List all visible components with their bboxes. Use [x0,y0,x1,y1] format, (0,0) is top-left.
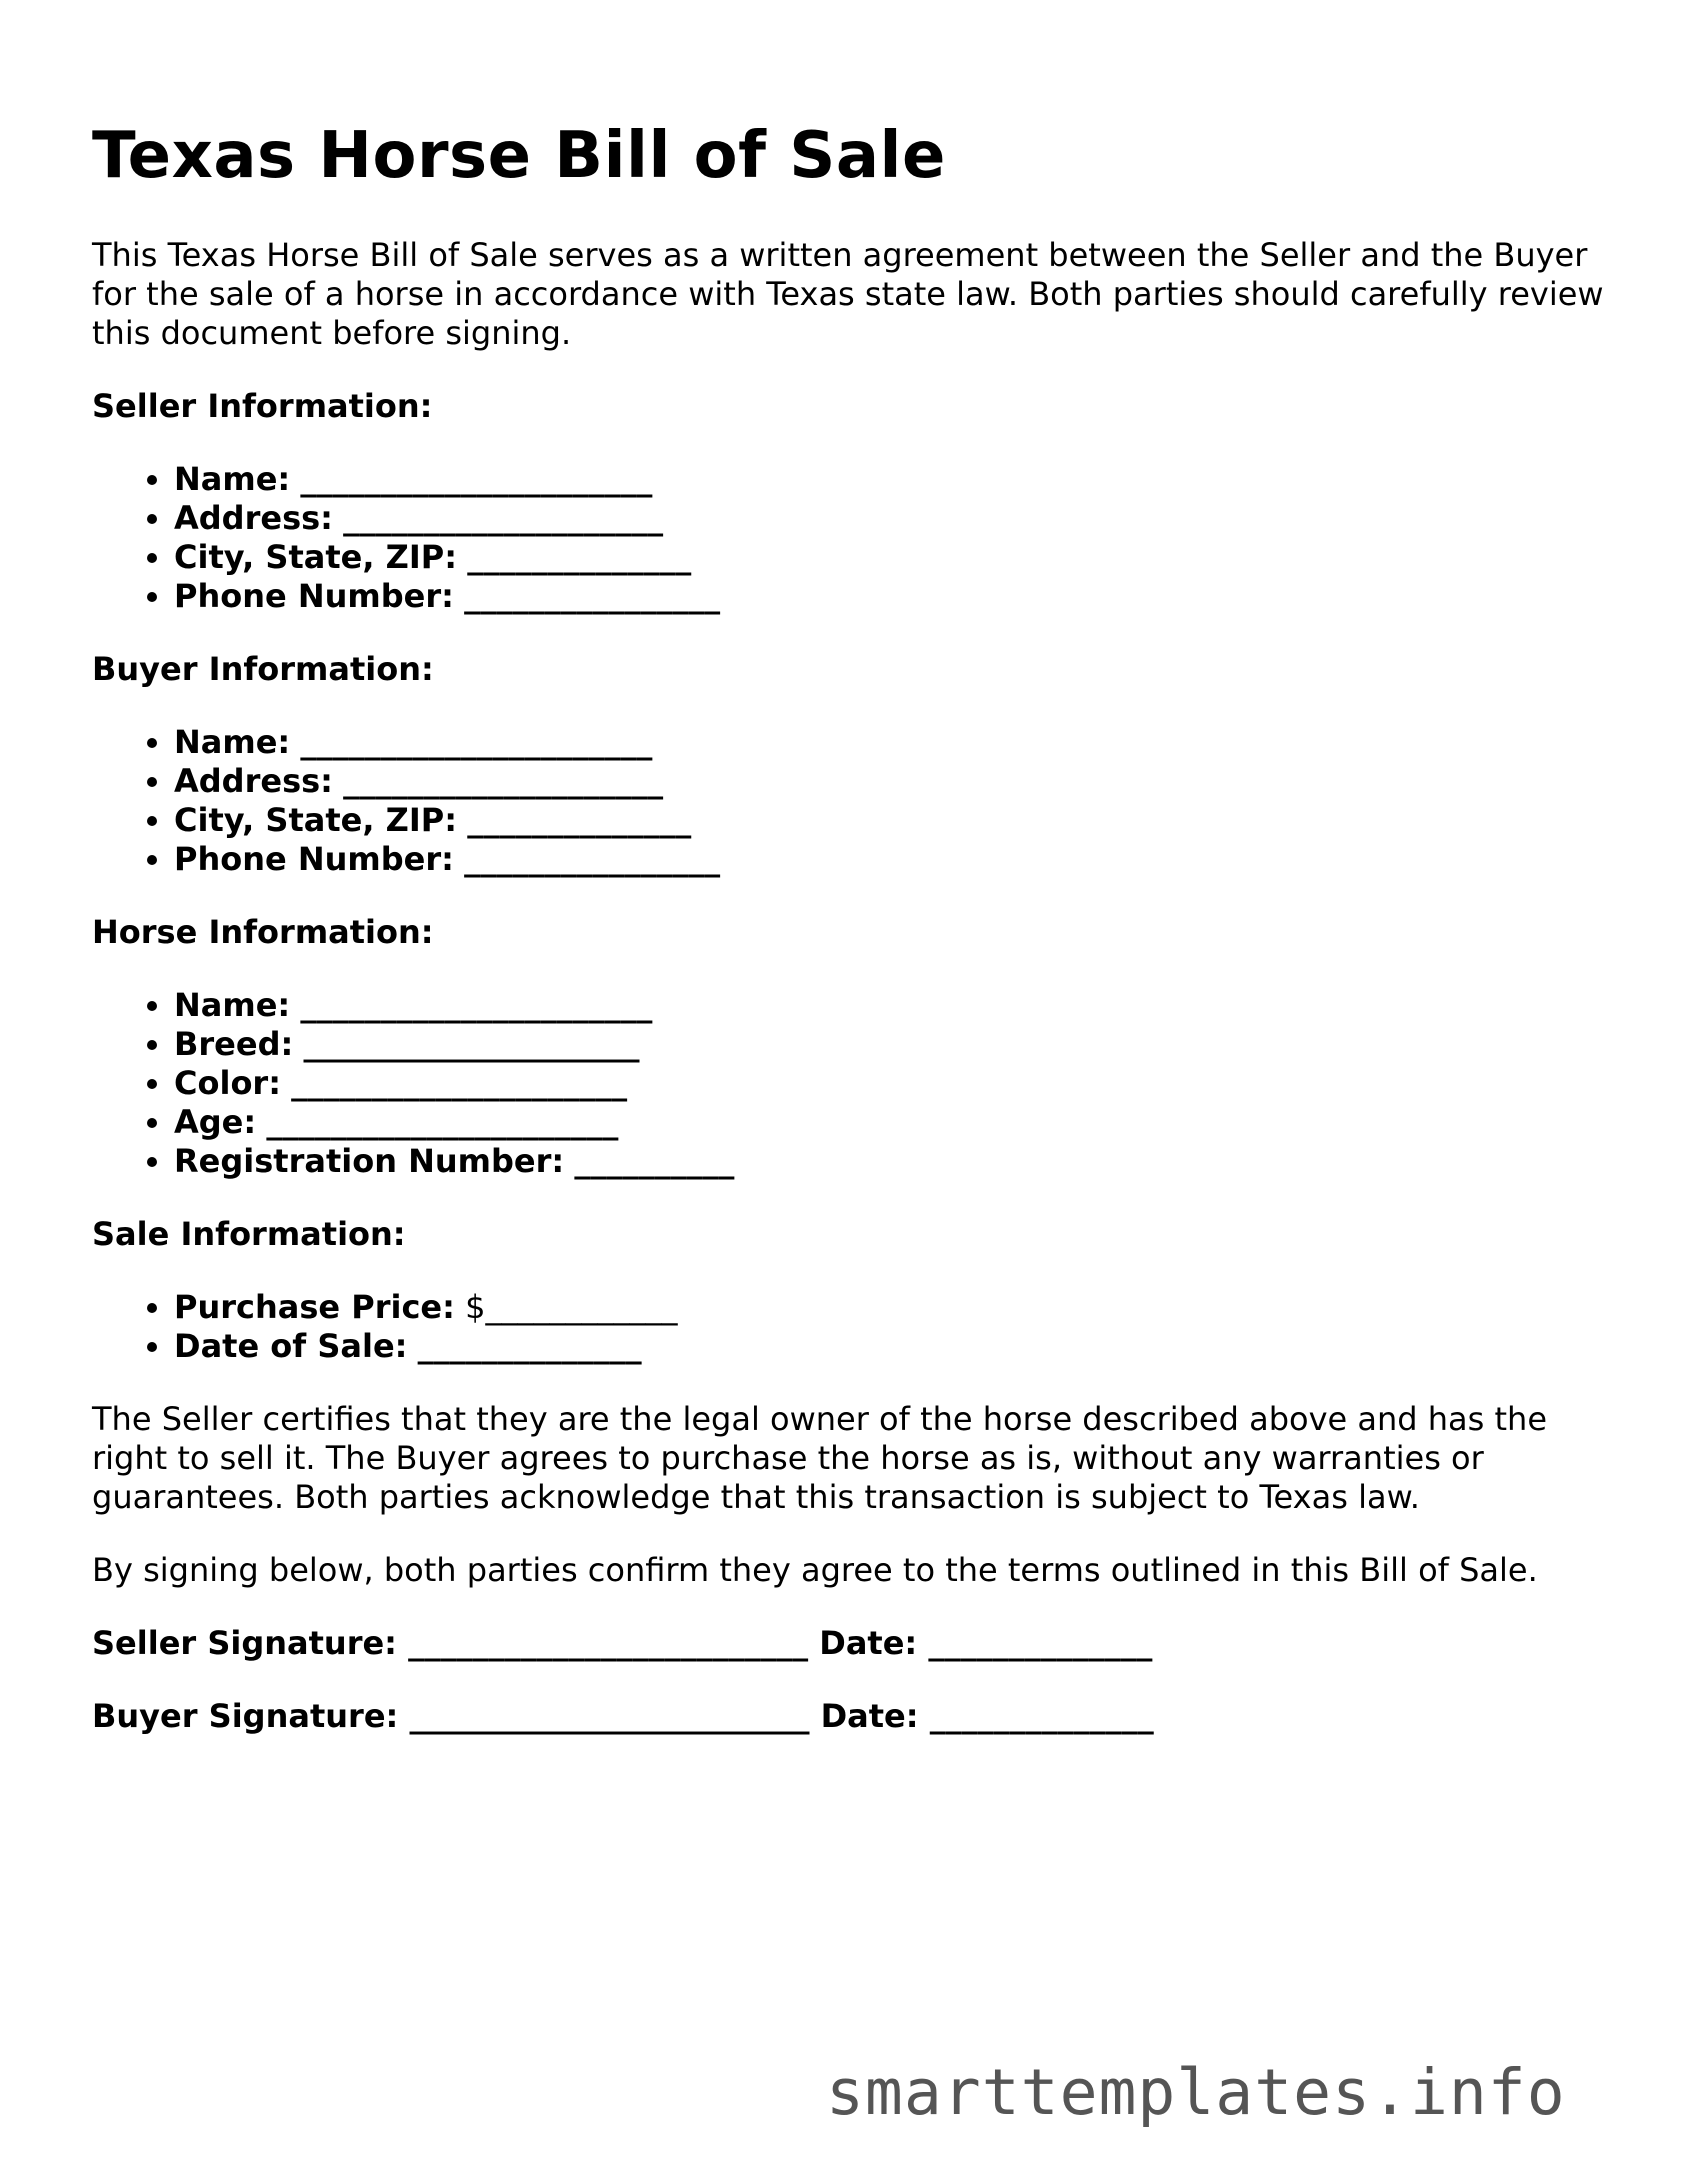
purchase-price-item [174,1288,1612,1327]
field-label: Phone Number: [174,840,454,878]
field-label: City, State, ZIP: [174,801,458,839]
horse-section-heading: Horse Information: [92,913,434,951]
field-label: Address: [174,762,333,800]
horse-breed-item [174,1025,1612,1064]
blank-line: ______________________ [266,1103,619,1141]
date-of-sale-item [174,1327,1612,1366]
buyer-phone-item [174,840,1612,879]
field-label: Date of Sale: [174,1327,408,1365]
field-label: Age: [174,1103,257,1141]
seller-field-list [92,460,1612,616]
field-label: Registration Number: [174,1142,565,1180]
field-label: Name: [174,986,291,1024]
field-label: Address: [174,499,333,537]
sale-field-list [92,1288,1612,1366]
document-page [92,118,1612,1736]
agreement-paragraph: By signing below, both parties confirm they agree to the terms outlined in this Bill of Sale. [92,1551,1538,1589]
blank-line: ________________ [464,840,721,878]
blank-line: ____________________ [343,499,664,537]
price-blank-line: $____________ [465,1288,678,1326]
seller-address-item [174,499,1612,538]
buyer-field-list [92,723,1612,879]
buyer-section-heading: Buyer Information: [92,650,434,688]
field-label: Color: [174,1064,281,1102]
horse-color-item [174,1064,1612,1103]
blank-line: __________ [574,1142,735,1180]
blank-line: ______________________ [300,460,653,498]
buyer-city-state-zip-item [174,801,1612,840]
field-label: Name: [174,723,291,761]
seller-section-heading: Seller Information: [92,387,433,425]
sale-section-heading: Sale Information: [92,1215,406,1253]
field-label: Phone Number: [174,577,454,615]
blank-line: _____________________ [291,1064,628,1102]
buyer-signature-line: Buyer Signature: _________________________ Date: ______________ [92,1697,1154,1735]
buyer-name-item [174,723,1612,762]
document-title: Texas Horse Bill of Sale [92,119,946,193]
horse-registration-item [174,1142,1612,1181]
horse-age-item [174,1103,1612,1142]
watermark: smarttemplates.info [826,2056,1566,2129]
seller-phone-item [174,577,1612,616]
blank-line: ______________________ [300,723,653,761]
blank-line: _____________________ [303,1025,640,1063]
seller-city-state-zip-item [174,538,1612,577]
blank-line: ______________ [467,538,692,576]
blank-line: ______________ [417,1327,642,1365]
blank-line: ____________________ [343,762,664,800]
seller-name-item [174,460,1612,499]
field-label: Name: [174,460,291,498]
horse-name-item [174,986,1612,1025]
horse-field-list [92,986,1612,1181]
buyer-address-item [174,762,1612,801]
field-label: City, State, ZIP: [174,538,458,576]
blank-line: ________________ [464,577,721,615]
intro-paragraph: This Texas Horse Bill of Sale serves as a written agreement between the Seller and the Buyer for the sale of a horse in accordance with Texas state law. Both parties should carefully review this document before signing. [92,236,1604,352]
field-label: Purchase Price: [174,1288,455,1326]
certification-paragraph: The Seller certifies that they are the legal owner of the horse described above and has the right to sell it. The Buyer agrees to purchase the horse as is, without any warranties or guarantees. Both parties acknowledge that this transaction is subject to Texas law. [92,1400,1548,1516]
blank-line: ______________________ [300,986,653,1024]
blank-line: ______________ [467,801,692,839]
field-label: Breed: [174,1025,294,1063]
seller-signature-line: Seller Signature: _________________________ Date: ______________ [92,1624,1153,1662]
